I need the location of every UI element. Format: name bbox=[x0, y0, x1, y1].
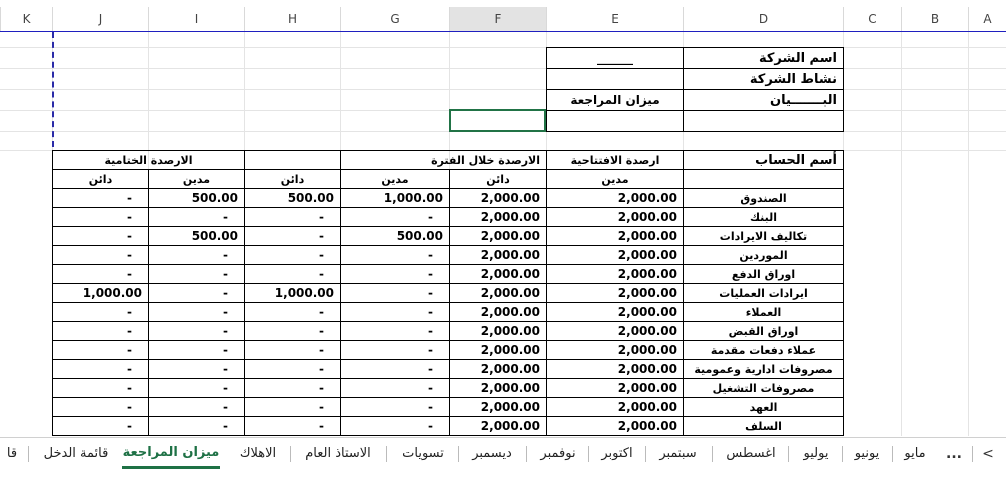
closing-credit-cell[interactable]: - bbox=[53, 303, 149, 322]
closing-debit-cell[interactable]: - bbox=[149, 398, 245, 417]
opening-credit-cell[interactable]: 2,000.00 bbox=[450, 303, 547, 322]
column-header[interactable]: I bbox=[148, 7, 244, 31]
period-credit-cell[interactable]: - bbox=[245, 417, 341, 436]
table-row bbox=[53, 303, 844, 322]
account-name-header[interactable]: أسم الحساب bbox=[684, 151, 844, 170]
period-credit-cell[interactable]: - bbox=[245, 227, 341, 246]
period-debit-cell[interactable]: - bbox=[341, 360, 450, 379]
column-header[interactable]: D bbox=[683, 7, 843, 31]
account-name-cell[interactable]: الموردين bbox=[684, 246, 844, 265]
opening-debit-cell[interactable]: 2,000.00 bbox=[547, 246, 684, 265]
closing-debit-header[interactable]: مدين bbox=[149, 170, 245, 189]
closing-debit-cell[interactable]: - bbox=[149, 341, 245, 360]
opening-debit-cell[interactable]: 2,000.00 bbox=[547, 398, 684, 417]
column-header[interactable]: B bbox=[901, 7, 968, 31]
closing-debit-cell[interactable]: - bbox=[149, 303, 245, 322]
opening-credit-cell[interactable]: 2,000.00 bbox=[450, 246, 547, 265]
column-header[interactable]: A bbox=[968, 7, 1006, 31]
account-name-cell[interactable]: اوراق الدفع bbox=[684, 265, 844, 284]
closing-credit-cell[interactable]: - bbox=[53, 341, 149, 360]
column-header[interactable]: K bbox=[0, 7, 52, 31]
sheet-tab[interactable]: ديسمبر bbox=[472, 446, 512, 461]
closing-debit-cell[interactable]: - bbox=[149, 284, 245, 303]
column-header-row bbox=[0, 7, 1006, 32]
period-debit-cell[interactable]: - bbox=[341, 379, 450, 398]
opening-debit-cell[interactable]: 2,000.00 bbox=[547, 360, 684, 379]
account-name-cell[interactable]: عملاء دفعات مقدمة bbox=[684, 341, 844, 360]
company-name-label[interactable]: اسم الشركة bbox=[684, 48, 844, 69]
sheet-grid[interactable] bbox=[0, 32, 1006, 436]
sheet-tab[interactable]: اغسطس bbox=[726, 446, 776, 461]
table-row bbox=[53, 265, 844, 284]
account-name-cell[interactable]: العملاء bbox=[684, 303, 844, 322]
opening-credit-cell[interactable]: 2,000.00 bbox=[450, 322, 547, 341]
period-credit-cell[interactable]: 1,000.00 bbox=[245, 284, 341, 303]
closing-credit-cell[interactable]: - bbox=[53, 360, 149, 379]
table-row bbox=[53, 379, 844, 398]
period-credit-cell[interactable]: - bbox=[245, 303, 341, 322]
account-header-empty[interactable] bbox=[684, 170, 844, 189]
period-credit-cell[interactable]: - bbox=[245, 265, 341, 284]
closing-credit-cell[interactable]: 1,000.00 bbox=[53, 284, 149, 303]
opening-credit-header[interactable]: دائن bbox=[450, 170, 547, 189]
opening-credit-cell[interactable]: 2,000.00 bbox=[450, 189, 547, 208]
account-name-cell[interactable]: مصروفات التشغيل bbox=[684, 379, 844, 398]
closing-debit-cell[interactable]: - bbox=[149, 265, 245, 284]
opening-credit-cell[interactable]: 2,000.00 bbox=[450, 360, 547, 379]
period-debit-header[interactable]: مدين bbox=[341, 170, 450, 189]
opening-debit-cell[interactable]: 2,000.00 bbox=[547, 322, 684, 341]
empty-cell[interactable] bbox=[547, 111, 684, 132]
table-row bbox=[53, 227, 844, 246]
sheet-tab[interactable]: تسويات bbox=[402, 446, 444, 461]
opening-credit-cell[interactable]: 2,000.00 bbox=[450, 398, 547, 417]
prev-sheet-button[interactable]: < bbox=[982, 446, 994, 462]
period-debit-cell[interactable]: - bbox=[341, 322, 450, 341]
trial-balance-table bbox=[52, 150, 844, 436]
closing-debit-cell[interactable]: - bbox=[149, 379, 245, 398]
closing-credit-cell[interactable]: - bbox=[53, 398, 149, 417]
sheet-tab-active[interactable]: ميزان المراجعة bbox=[122, 438, 220, 469]
opening-credit-cell[interactable]: 2,000.00 bbox=[450, 227, 547, 246]
closing-credit-cell[interactable]: - bbox=[53, 379, 149, 398]
account-name-cell[interactable]: الصندوق bbox=[684, 189, 844, 208]
closing-debit-cell[interactable]: - bbox=[149, 417, 245, 436]
account-name-cell[interactable]: البنك bbox=[684, 208, 844, 227]
sheet-tab[interactable]: الاستاذ العام bbox=[305, 446, 371, 461]
active-cell-selection[interactable] bbox=[449, 109, 546, 132]
closing-balances-header[interactable]: الارصدة الختامية bbox=[53, 151, 245, 170]
table-row bbox=[53, 246, 844, 265]
statement-label[interactable]: البـــــــيان bbox=[684, 90, 844, 111]
company-activity-label[interactable]: نشاط الشركة bbox=[684, 69, 844, 90]
empty-cell[interactable] bbox=[684, 111, 844, 132]
table-row bbox=[53, 208, 844, 227]
opening-balances-header[interactable]: ارصدة الافتتاحية bbox=[547, 151, 684, 170]
opening-debit-cell[interactable]: 2,000.00 bbox=[547, 227, 684, 246]
opening-debit-cell[interactable]: 2,000.00 bbox=[547, 284, 684, 303]
sheet-tab[interactable]: قائمة الدخل bbox=[43, 446, 109, 461]
account-name-cell[interactable]: اوراق القبض bbox=[684, 322, 844, 341]
closing-debit-cell[interactable]: - bbox=[149, 322, 245, 341]
table-row bbox=[53, 398, 844, 417]
closing-credit-cell[interactable]: - bbox=[53, 227, 149, 246]
closing-debit-cell[interactable]: - bbox=[149, 208, 245, 227]
period-empty-cell[interactable] bbox=[245, 151, 341, 170]
opening-credit-cell[interactable]: 2,000.00 bbox=[450, 341, 547, 360]
opening-debit-cell[interactable]: 2,000.00 bbox=[547, 265, 684, 284]
statement-value[interactable]: ميزان المراجعة bbox=[547, 90, 684, 111]
period-credit-cell[interactable]: - bbox=[245, 208, 341, 227]
column-header[interactable]: C bbox=[843, 7, 901, 31]
opening-debit-header[interactable]: مدين bbox=[547, 170, 684, 189]
table-row bbox=[53, 360, 844, 379]
opening-credit-cell[interactable]: 2,000.00 bbox=[450, 265, 547, 284]
opening-debit-cell[interactable]: 2,000.00 bbox=[547, 208, 684, 227]
column-header[interactable]: H bbox=[244, 7, 340, 31]
opening-credit-cell[interactable]: 2,000.00 bbox=[450, 284, 547, 303]
table-row bbox=[53, 341, 844, 360]
opening-debit-cell[interactable]: 2,000.00 bbox=[547, 379, 684, 398]
opening-credit-cell[interactable]: 2,000.00 bbox=[450, 379, 547, 398]
company-name-value[interactable]: ______ bbox=[547, 48, 684, 69]
sheet-tab[interactable]: الاهلاك bbox=[239, 446, 277, 461]
closing-credit-cell[interactable]: - bbox=[53, 265, 149, 284]
closing-credit-header[interactable]: دائن bbox=[53, 170, 149, 189]
column-header[interactable]: J bbox=[52, 7, 148, 31]
account-name-cell[interactable]: السلف bbox=[684, 417, 844, 436]
closing-debit-cell[interactable]: 500.00 bbox=[149, 227, 245, 246]
closing-debit-cell[interactable]: - bbox=[149, 246, 245, 265]
company-activity-value[interactable] bbox=[547, 69, 684, 90]
sheet-tab[interactable]: يوليو bbox=[803, 446, 829, 461]
opening-debit-cell[interactable]: 2,000.00 bbox=[547, 417, 684, 436]
period-credit-header[interactable]: دائن bbox=[245, 170, 341, 189]
period-debit-cell[interactable]: - bbox=[341, 208, 450, 227]
period-debit-cell[interactable]: - bbox=[341, 341, 450, 360]
column-header[interactable]: F bbox=[449, 7, 546, 31]
column-header[interactable]: G bbox=[340, 7, 449, 31]
table-row bbox=[53, 417, 844, 436]
opening-credit-cell[interactable]: 2,000.00 bbox=[450, 208, 547, 227]
sheet-tab[interactable]: يونيو bbox=[854, 446, 880, 461]
table-row bbox=[53, 189, 844, 208]
period-debit-cell[interactable]: - bbox=[341, 417, 450, 436]
account-name-cell[interactable]: العهد bbox=[684, 398, 844, 417]
sheet-tab[interactable]: مايو bbox=[904, 446, 926, 461]
table-row bbox=[53, 284, 844, 303]
sheet-tab[interactable]: نوفمبر bbox=[540, 446, 576, 461]
page-break-line bbox=[52, 32, 54, 147]
period-debit-cell[interactable]: 1,000.00 bbox=[341, 189, 450, 208]
period-credit-cell[interactable]: - bbox=[245, 341, 341, 360]
company-header-table bbox=[546, 47, 844, 132]
closing-credit-cell[interactable]: - bbox=[53, 417, 149, 436]
period-debit-cell[interactable]: - bbox=[341, 398, 450, 417]
period-credit-cell[interactable]: - bbox=[245, 398, 341, 417]
sheet-tab[interactable]: سبتمبر bbox=[659, 446, 697, 461]
opening-credit-cell[interactable]: 2,000.00 bbox=[450, 417, 547, 436]
more-sheets-button[interactable]: ... bbox=[946, 446, 962, 462]
period-debit-cell[interactable]: - bbox=[341, 246, 450, 265]
closing-credit-cell[interactable]: - bbox=[53, 208, 149, 227]
closing-credit-cell[interactable]: - bbox=[53, 322, 149, 341]
period-credit-cell[interactable]: - bbox=[245, 379, 341, 398]
period-debit-cell[interactable]: - bbox=[341, 303, 450, 322]
period-debit-cell[interactable]: - bbox=[341, 265, 450, 284]
sheet-tab-bar bbox=[0, 437, 1006, 478]
period-balances-header[interactable]: الارصدة خلال الفترة bbox=[341, 151, 547, 170]
period-debit-cell[interactable]: 500.00 bbox=[341, 227, 450, 246]
period-credit-cell[interactable]: - bbox=[245, 322, 341, 341]
period-credit-cell[interactable]: - bbox=[245, 246, 341, 265]
account-name-cell[interactable]: ايرادات العمليات bbox=[684, 284, 844, 303]
closing-debit-cell[interactable]: - bbox=[149, 360, 245, 379]
account-name-cell[interactable]: تكاليف الايرادات bbox=[684, 227, 844, 246]
opening-debit-cell[interactable]: 2,000.00 bbox=[547, 303, 684, 322]
closing-debit-cell[interactable]: 500.00 bbox=[149, 189, 245, 208]
period-debit-cell[interactable]: - bbox=[341, 284, 450, 303]
table-row bbox=[53, 322, 844, 341]
closing-credit-cell[interactable]: - bbox=[53, 246, 149, 265]
period-credit-cell[interactable]: 500.00 bbox=[245, 189, 341, 208]
account-name-cell[interactable]: مصروفات ادارية وعمومية bbox=[684, 360, 844, 379]
opening-debit-cell[interactable]: 2,000.00 bbox=[547, 189, 684, 208]
sheet-tab[interactable]: اكتوبر bbox=[601, 446, 633, 461]
column-header[interactable]: E bbox=[546, 7, 683, 31]
closing-credit-cell[interactable]: - bbox=[53, 189, 149, 208]
opening-debit-cell[interactable]: 2,000.00 bbox=[547, 341, 684, 360]
period-credit-cell[interactable]: - bbox=[245, 360, 341, 379]
sheet-tab[interactable]: قا bbox=[6, 446, 18, 461]
